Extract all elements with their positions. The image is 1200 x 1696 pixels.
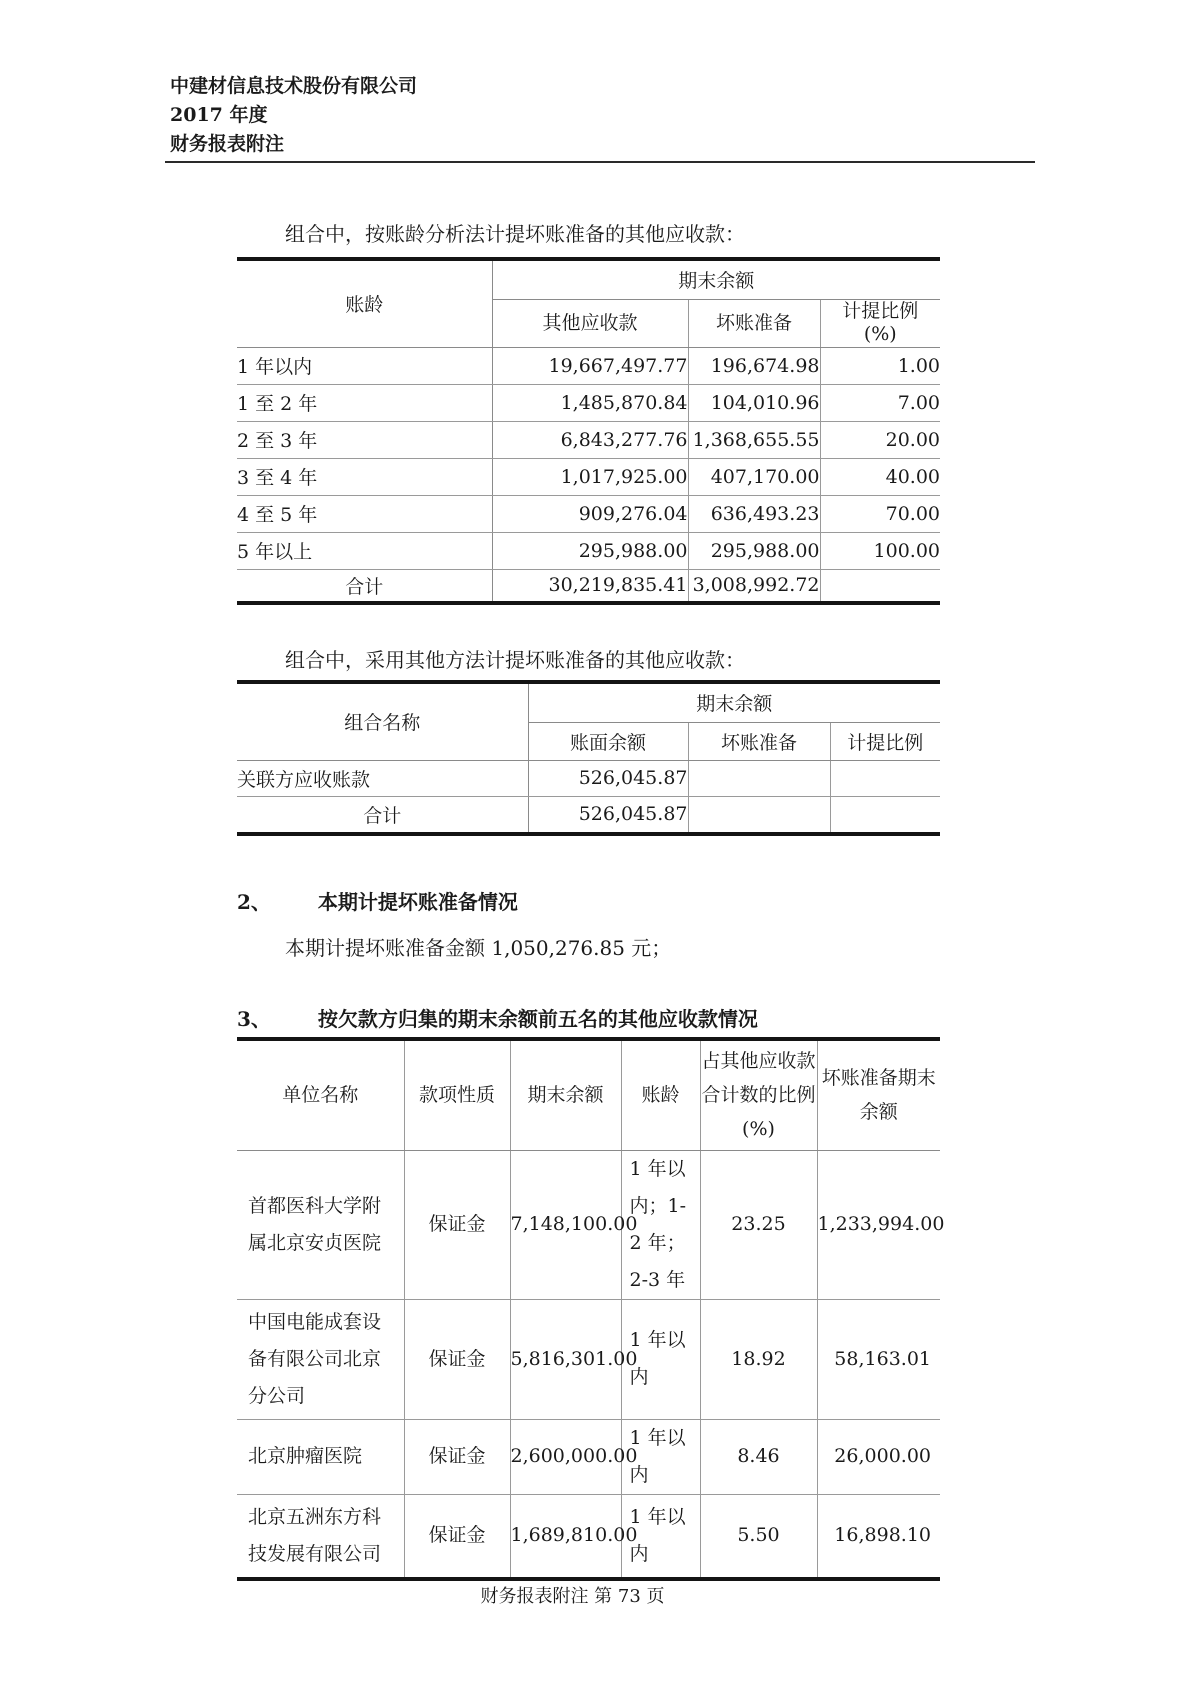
nature-cell: 保证金 <box>404 1494 510 1579</box>
section3-heading <box>237 1005 758 1033</box>
balance-cell: 1,689,810.00 <box>510 1494 621 1579</box>
ratio-cell: 1.00 <box>820 347 940 384</box>
table-row <box>237 760 940 796</box>
balance-cell: 7,148,100.00 <box>510 1150 621 1299</box>
ratio-cell: 40.00 <box>820 458 940 495</box>
nature-cell: 保证金 <box>404 1419 510 1494</box>
col-header-unit-name: 单位名称 <box>237 1039 404 1150</box>
provision-cell: 26,000.00 <box>817 1419 940 1494</box>
page-header <box>170 72 417 159</box>
unit-name-cell: 北京肿瘤医院 <box>237 1419 404 1494</box>
provision-cell <box>688 760 830 796</box>
total-label-cell: 合计 <box>363 804 402 827</box>
age-cell: 2 至 3 年 <box>237 421 492 458</box>
ratio-cell: 18.92 <box>700 1299 817 1419</box>
provision-ratio-label: 计提比例 <box>842 300 919 322</box>
aging-analysis-table <box>237 257 940 605</box>
col-header-bad-debt-provision: 坏账准备 <box>688 299 820 347</box>
doc-title: 财务报表附注 <box>170 133 285 155</box>
col-header-book-balance: 账面余额 <box>528 722 688 760</box>
ratio-cell: 20.00 <box>820 421 940 458</box>
receivable-cell: 6,843,277.76 <box>492 421 688 458</box>
provision-cell: 1,233,994.00 <box>817 1150 940 1299</box>
provision-cell: 1,368,655.55 <box>688 421 820 458</box>
receivable-cell: 295,988.00 <box>492 532 688 569</box>
age-cell: 1 年以内 <box>621 1494 700 1579</box>
col-header-ratio-of-total: 占其他应收款合计数的比例(%) <box>700 1039 817 1150</box>
table-total-row <box>237 796 940 834</box>
nature-cell: 保证金 <box>404 1299 510 1419</box>
book-balance-cell: 526,045.87 <box>528 760 688 796</box>
section2-heading <box>237 888 518 916</box>
table-row <box>237 1150 940 1299</box>
unit-name-cell: 中国电能成套设备有限公司北京分公司 <box>237 1299 404 1419</box>
company-name: 中建材信息技术股份有限公司 <box>170 75 418 97</box>
age-cell: 1 至 2 年 <box>237 384 492 421</box>
header-divider <box>165 161 1035 163</box>
table-header-row <box>237 682 940 722</box>
col-header-nature: 款项性质 <box>404 1039 510 1150</box>
age-cell: 3 至 4 年 <box>237 458 492 495</box>
table-row <box>237 458 940 495</box>
nature-cell: 保证金 <box>404 1150 510 1299</box>
provision-cell: 16,898.10 <box>817 1494 940 1579</box>
provision-cell: 407,170.00 <box>688 458 820 495</box>
col-header-age: 账龄 <box>237 259 492 347</box>
ratio-cell: 8.46 <box>700 1419 817 1494</box>
total-ratio-cell <box>820 569 940 603</box>
col-header-other-receivables: 其他应收款 <box>492 299 688 347</box>
col-header-provision-ratio <box>820 299 940 347</box>
balance-cell: 2,600,000.00 <box>510 1419 621 1494</box>
table-row <box>237 495 940 532</box>
other-method-table-intro: 组合中，采用其他方法计提坏账准备的其他应收款： <box>285 648 745 672</box>
section2-title: 本期计提坏账准备情况 <box>317 890 518 914</box>
total-label-cell: 合计 <box>345 575 384 598</box>
balance-cell: 5,816,301.00 <box>510 1299 621 1419</box>
provision-ratio-unit: (%) <box>863 323 897 345</box>
fiscal-year: 2017 年度 <box>170 104 268 126</box>
col-header-age: 账龄 <box>621 1039 700 1150</box>
provision-cell: 196,674.98 <box>688 347 820 384</box>
table-row <box>237 1494 940 1579</box>
provision-cell: 104,010.96 <box>688 384 820 421</box>
unit-name-cell: 北京五洲东方科技发展有限公司 <box>248 1505 382 1565</box>
table-row <box>237 384 940 421</box>
col-header-provision-ratio: 计提比例 <box>830 722 940 760</box>
ratio-cell: 5.50 <box>700 1494 817 1579</box>
receivable-cell: 909,276.04 <box>492 495 688 532</box>
section2-body: 本期计提坏账准备金额 1,050,276.85 元； <box>285 936 672 960</box>
col-header-provision-balance: 坏账准备期末余额 <box>817 1039 940 1150</box>
age-cell: 1 年以内；1-2 年；2-3 年 <box>621 1150 700 1299</box>
section2-number: 2、 <box>237 890 271 914</box>
aging-table-intro: 组合中，按账龄分析法计提坏账准备的其他应收款： <box>285 222 745 246</box>
total-provision-cell: 3,008,992.72 <box>688 569 820 603</box>
age-cell: 1 年以内 <box>621 1419 700 1494</box>
table-total-row <box>237 569 940 603</box>
age-cell: 4 至 5 年 <box>237 495 492 532</box>
ratio-cell: 70.00 <box>820 495 940 532</box>
ratio-cell <box>830 760 940 796</box>
col-header-portfolio-name: 组合名称 <box>237 682 528 760</box>
age-cell: 5 年以上 <box>237 532 492 569</box>
total-provision-cell <box>688 796 830 834</box>
ratio-cell: 7.00 <box>820 384 940 421</box>
age-cell: 1 年以内 <box>237 347 492 384</box>
provision-cell: 636,493.23 <box>688 495 820 532</box>
table-row <box>237 421 940 458</box>
total-receivable-cell: 30,219,835.41 <box>492 569 688 603</box>
top-five-receivables-table <box>237 1037 945 1581</box>
table-row <box>237 347 940 384</box>
table-header-row <box>237 1039 940 1150</box>
col-header-closing-balance: 期末余额 <box>510 1039 621 1150</box>
unit-name-cell: 首都医科大学附属北京安贞医院 <box>237 1150 404 1299</box>
ratio-cell: 100.00 <box>820 532 940 569</box>
ratio-cell: 23.25 <box>700 1150 817 1299</box>
portfolio-cell: 关联方应收账款 <box>237 760 528 796</box>
col-group-header-period-end: 期末余额 <box>528 682 940 722</box>
table-header-row <box>237 259 940 299</box>
section3-title: 按欠款方归集的期末余额前五名的其他应收款情况 <box>317 1007 758 1031</box>
section3-number: 3、 <box>237 1007 271 1031</box>
col-header-bad-debt-provision: 坏账准备 <box>688 722 830 760</box>
other-method-table <box>237 680 940 836</box>
table-row <box>237 1299 940 1419</box>
total-ratio-cell <box>830 796 940 834</box>
age-cell: 1 年以内 <box>621 1299 700 1419</box>
receivable-cell: 1,017,925.00 <box>492 458 688 495</box>
table-row <box>237 1419 940 1494</box>
receivable-cell: 1,485,870.84 <box>492 384 688 421</box>
provision-cell: 58,163.01 <box>817 1299 940 1419</box>
receivable-cell: 19,667,497.77 <box>492 347 688 384</box>
page-footer: 财务报表附注 第 73 页 <box>480 1586 665 1607</box>
col-group-header-period-end: 期末余额 <box>492 259 940 299</box>
provision-cell: 295,988.00 <box>688 532 820 569</box>
total-book-balance-cell: 526,045.87 <box>528 796 688 834</box>
table-row <box>237 532 940 569</box>
